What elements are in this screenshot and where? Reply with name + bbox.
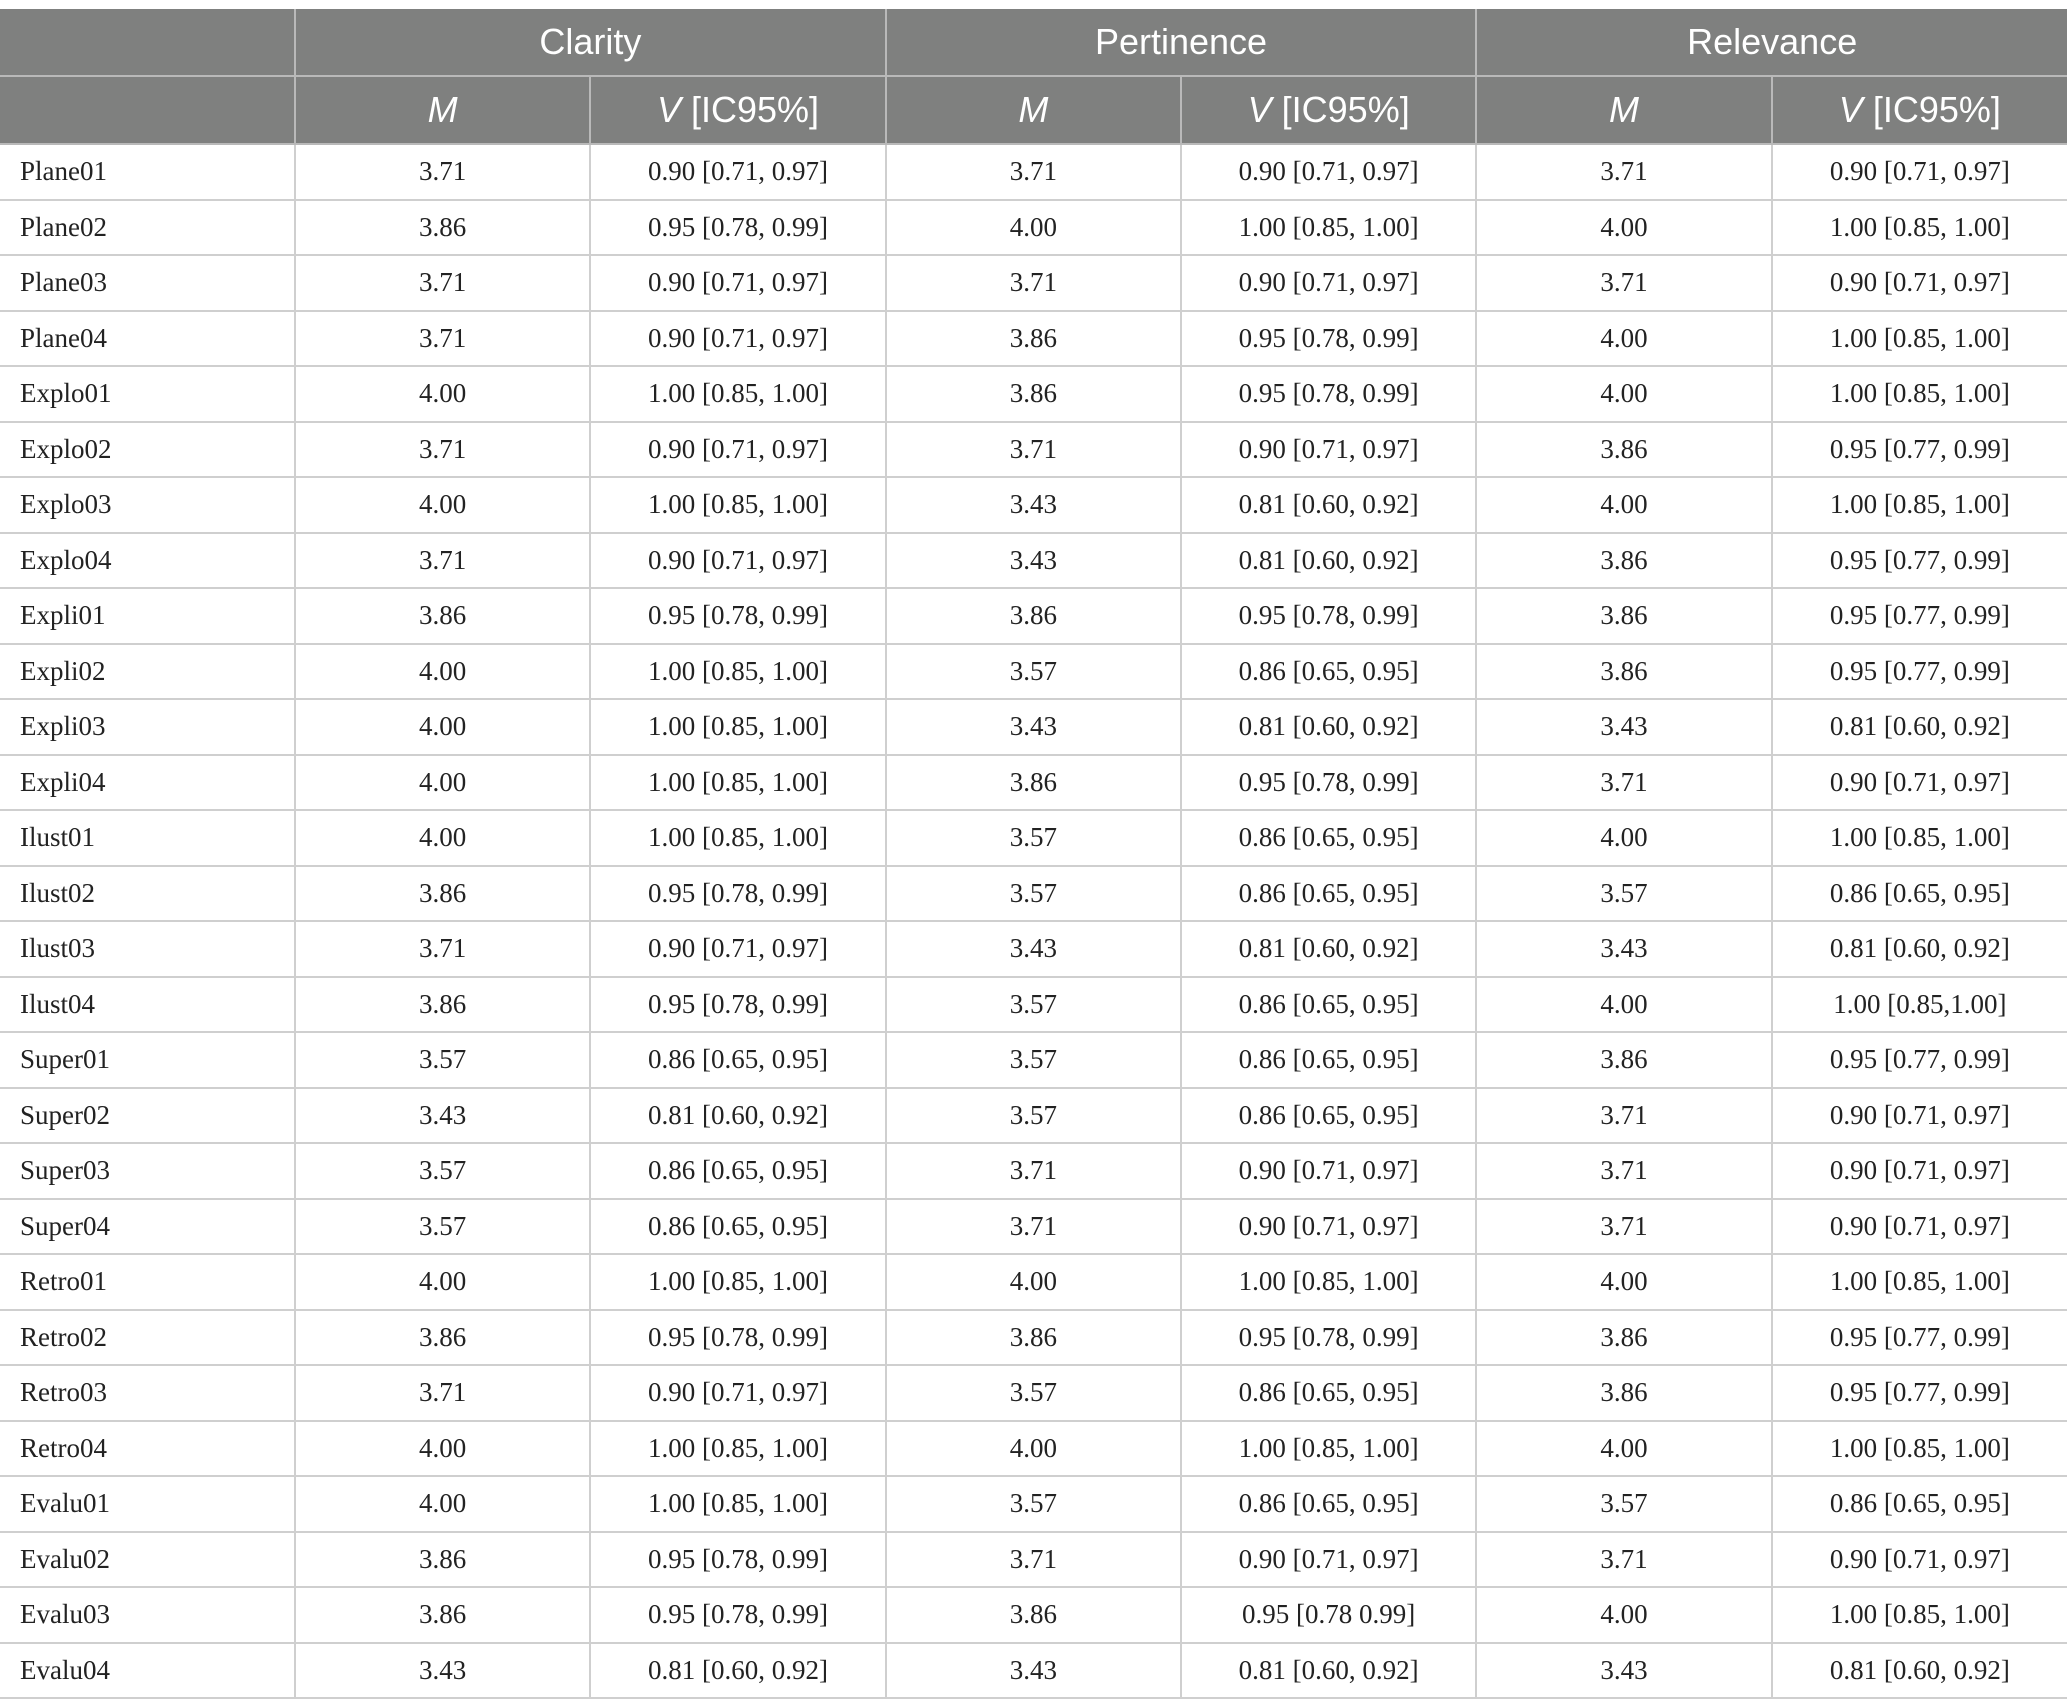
cell-clarity-v: 0.95 [0.78, 0.99] <box>590 866 885 922</box>
cell-clarity-v: 0.95 [0.78, 0.99] <box>590 977 885 1033</box>
header-corner <box>0 9 295 76</box>
cell-item-label: Ilust04 <box>0 977 295 1033</box>
cell-relevance-mean: 3.71 <box>1476 1143 1771 1199</box>
cell-pertinence-v: 0.90 [0.71, 0.97] <box>1181 255 1476 311</box>
cell-relevance-v: 1.00 [0.85, 1.00] <box>1772 1587 2067 1643</box>
table-body <box>0 144 2067 1698</box>
cell-relevance-v: 0.81 [0.60, 0.92] <box>1772 699 2067 755</box>
table-row <box>0 977 2067 1033</box>
cell-clarity-v: 0.81 [0.60, 0.92] <box>590 1643 885 1699</box>
cell-clarity-v: 0.95 [0.78, 0.99] <box>590 1310 885 1366</box>
cell-relevance-mean: 3.43 <box>1476 1643 1771 1699</box>
table-row <box>0 200 2067 256</box>
cell-pertinence-v: 0.95 [0.78, 0.99] <box>1181 311 1476 367</box>
cell-item-label: Evalu03 <box>0 1587 295 1643</box>
cell-pertinence-mean: 3.86 <box>886 588 1181 644</box>
cell-clarity-mean: 4.00 <box>295 644 590 700</box>
header-group-pertinence: Pertinence <box>886 9 1477 76</box>
cell-relevance-mean: 3.86 <box>1476 533 1771 589</box>
cell-item-label: Expli01 <box>0 588 295 644</box>
cell-relevance-mean: 4.00 <box>1476 1254 1771 1310</box>
cell-pertinence-mean: 3.71 <box>886 1143 1181 1199</box>
cell-relevance-v: 1.00 [0.85, 1.00] <box>1772 366 2067 422</box>
cell-pertinence-mean: 3.86 <box>886 1587 1181 1643</box>
cell-relevance-v: 0.81 [0.60, 0.92] <box>1772 921 2067 977</box>
cell-clarity-v: 1.00 [0.85, 1.00] <box>590 477 885 533</box>
cell-pertinence-v: 0.81 [0.60, 0.92] <box>1181 533 1476 589</box>
table-row <box>0 1476 2067 1532</box>
cell-clarity-mean: 4.00 <box>295 699 590 755</box>
cell-pertinence-v: 1.00 [0.85, 1.00] <box>1181 200 1476 256</box>
table-row <box>0 755 2067 811</box>
table-row <box>0 1310 2067 1366</box>
cell-pertinence-v: 0.90 [0.71, 0.97] <box>1181 1199 1476 1255</box>
cell-clarity-v: 0.90 [0.71, 0.97] <box>590 422 885 478</box>
cell-pertinence-mean: 3.71 <box>886 1199 1181 1255</box>
cell-relevance-v: 0.90 [0.71, 0.97] <box>1772 255 2067 311</box>
cell-clarity-mean: 3.71 <box>295 921 590 977</box>
cell-clarity-v: 0.86 [0.65, 0.95] <box>590 1032 885 1088</box>
cell-pertinence-v: 0.86 [0.65, 0.95] <box>1181 1476 1476 1532</box>
cell-pertinence-mean: 3.43 <box>886 477 1181 533</box>
cell-pertinence-mean: 3.57 <box>886 1032 1181 1088</box>
table-row <box>0 1199 2067 1255</box>
cell-pertinence-v: 0.90 [0.71, 0.97] <box>1181 1532 1476 1588</box>
cell-relevance-mean: 3.57 <box>1476 866 1771 922</box>
subheader-corner <box>0 76 295 144</box>
cell-pertinence-mean: 3.57 <box>886 866 1181 922</box>
header-group-relevance: Relevance <box>1476 9 2067 76</box>
cell-relevance-mean: 3.57 <box>1476 1476 1771 1532</box>
cell-relevance-v: 0.95 [0.77, 0.99] <box>1772 644 2067 700</box>
table-header <box>0 9 2067 144</box>
table-row <box>0 1143 2067 1199</box>
cell-pertinence-mean: 3.71 <box>886 422 1181 478</box>
cell-clarity-mean: 3.86 <box>295 866 590 922</box>
table-row <box>0 366 2067 422</box>
cell-clarity-v: 1.00 [0.85, 1.00] <box>590 1254 885 1310</box>
table-row <box>0 1032 2067 1088</box>
cell-clarity-mean: 4.00 <box>295 810 590 866</box>
cell-pertinence-mean: 3.86 <box>886 366 1181 422</box>
cell-pertinence-mean: 3.57 <box>886 810 1181 866</box>
cell-item-label: Expli03 <box>0 699 295 755</box>
table-row <box>0 810 2067 866</box>
table-row <box>0 921 2067 977</box>
cell-pertinence-mean: 3.86 <box>886 755 1181 811</box>
cell-relevance-v: 0.95 [0.77, 0.99] <box>1772 588 2067 644</box>
cell-item-label: Evalu01 <box>0 1476 295 1532</box>
table-row <box>0 422 2067 478</box>
cell-item-label: Plane02 <box>0 200 295 256</box>
cell-relevance-v: 1.00 [0.85, 1.00] <box>1772 477 2067 533</box>
cell-clarity-v: 1.00 [0.85, 1.00] <box>590 1421 885 1477</box>
cell-item-label: Super04 <box>0 1199 295 1255</box>
table-row <box>0 644 2067 700</box>
cell-pertinence-mean: 4.00 <box>886 1421 1181 1477</box>
subheader-relevance-v: V [IC95%] <box>1772 76 2067 144</box>
cell-pertinence-mean: 3.57 <box>886 1088 1181 1144</box>
cell-item-label: Plane01 <box>0 144 295 200</box>
cell-pertinence-v: 0.95 [0.78, 0.99] <box>1181 755 1476 811</box>
cell-relevance-v: 0.86 [0.65, 0.95] <box>1772 866 2067 922</box>
cell-item-label: Evalu02 <box>0 1532 295 1588</box>
cell-pertinence-mean: 3.57 <box>886 644 1181 700</box>
cell-pertinence-mean: 3.43 <box>886 699 1181 755</box>
cell-clarity-v: 0.86 [0.65, 0.95] <box>590 1199 885 1255</box>
table-row <box>0 699 2067 755</box>
cell-clarity-mean: 3.57 <box>295 1199 590 1255</box>
cell-clarity-mean: 3.86 <box>295 1310 590 1366</box>
cell-relevance-v: 0.90 [0.71, 0.97] <box>1772 1199 2067 1255</box>
cell-clarity-mean: 3.86 <box>295 200 590 256</box>
cell-relevance-mean: 3.86 <box>1476 1032 1771 1088</box>
cell-clarity-mean: 3.71 <box>295 1365 590 1421</box>
cell-relevance-v: 0.95 [0.77, 0.99] <box>1772 1032 2067 1088</box>
cell-item-label: Super01 <box>0 1032 295 1088</box>
cell-item-label: Retro02 <box>0 1310 295 1366</box>
cell-clarity-v: 0.95 [0.78, 0.99] <box>590 1587 885 1643</box>
cell-pertinence-v: 1.00 [0.85, 1.00] <box>1181 1254 1476 1310</box>
cell-item-label: Retro04 <box>0 1421 295 1477</box>
cell-item-label: Retro01 <box>0 1254 295 1310</box>
cell-pertinence-v: 0.81 [0.60, 0.92] <box>1181 477 1476 533</box>
cell-pertinence-v: 0.90 [0.71, 0.97] <box>1181 144 1476 200</box>
cell-clarity-mean: 3.57 <box>295 1032 590 1088</box>
table-row <box>0 1254 2067 1310</box>
cell-pertinence-v: 0.81 [0.60, 0.92] <box>1181 699 1476 755</box>
cell-relevance-v: 1.00 [0.85, 1.00] <box>1772 1254 2067 1310</box>
cell-pertinence-v: 0.95 [0.78 0.99] <box>1181 1587 1476 1643</box>
cell-pertinence-v: 0.90 [0.71, 0.97] <box>1181 422 1476 478</box>
cell-item-label: Explo02 <box>0 422 295 478</box>
cell-clarity-mean: 3.57 <box>295 1143 590 1199</box>
cell-clarity-v: 0.95 [0.78, 0.99] <box>590 1532 885 1588</box>
cell-clarity-mean: 3.86 <box>295 1587 590 1643</box>
cell-clarity-mean: 3.43 <box>295 1088 590 1144</box>
cell-clarity-mean: 4.00 <box>295 755 590 811</box>
cell-clarity-mean: 3.86 <box>295 977 590 1033</box>
cell-pertinence-mean: 3.57 <box>886 977 1181 1033</box>
cell-clarity-v: 1.00 [0.85, 1.00] <box>590 644 885 700</box>
cell-pertinence-v: 0.95 [0.78, 0.99] <box>1181 366 1476 422</box>
cell-relevance-mean: 3.43 <box>1476 699 1771 755</box>
cell-relevance-v: 0.90 [0.71, 0.97] <box>1772 1143 2067 1199</box>
cell-clarity-v: 0.86 [0.65, 0.95] <box>590 1143 885 1199</box>
table-row <box>0 533 2067 589</box>
cell-relevance-mean: 4.00 <box>1476 810 1771 866</box>
cell-pertinence-mean: 3.43 <box>886 921 1181 977</box>
cell-relevance-v: 0.90 [0.71, 0.97] <box>1772 144 2067 200</box>
cell-item-label: Explo04 <box>0 533 295 589</box>
table-row <box>0 1365 2067 1421</box>
table-row <box>0 1643 2067 1699</box>
cell-pertinence-mean: 3.71 <box>886 1532 1181 1588</box>
table-row <box>0 1532 2067 1588</box>
cell-relevance-v: 0.95 [0.77, 0.99] <box>1772 1310 2067 1366</box>
cell-item-label: Super02 <box>0 1088 295 1144</box>
cell-clarity-mean: 3.86 <box>295 588 590 644</box>
cell-clarity-mean: 3.71 <box>295 533 590 589</box>
cell-relevance-mean: 4.00 <box>1476 477 1771 533</box>
cell-item-label: Super03 <box>0 1143 295 1199</box>
table-row <box>0 1088 2067 1144</box>
cell-clarity-mean: 3.71 <box>295 255 590 311</box>
cell-item-label: Plane03 <box>0 255 295 311</box>
cell-item-label: Explo03 <box>0 477 295 533</box>
cell-relevance-mean: 4.00 <box>1476 311 1771 367</box>
cell-pertinence-v: 0.95 [0.78, 0.99] <box>1181 1310 1476 1366</box>
cell-relevance-v: 0.90 [0.71, 0.97] <box>1772 755 2067 811</box>
cell-clarity-v: 1.00 [0.85, 1.00] <box>590 366 885 422</box>
cell-clarity-mean: 3.71 <box>295 311 590 367</box>
cell-relevance-v: 1.00 [0.85, 1.00] <box>1772 200 2067 256</box>
header-subheader-row <box>0 76 2067 144</box>
cell-relevance-mean: 3.86 <box>1476 1310 1771 1366</box>
cell-pertinence-v: 0.86 [0.65, 0.95] <box>1181 977 1476 1033</box>
cell-clarity-v: 1.00 [0.85, 1.00] <box>590 699 885 755</box>
cell-relevance-mean: 3.71 <box>1476 1199 1771 1255</box>
cell-clarity-v: 0.90 [0.71, 0.97] <box>590 1365 885 1421</box>
table-row <box>0 1587 2067 1643</box>
subheader-clarity-mean: M <box>295 76 590 144</box>
table-row <box>0 477 2067 533</box>
cell-relevance-v: 1.00 [0.85, 1.00] <box>1772 311 2067 367</box>
cell-pertinence-mean: 3.43 <box>886 1643 1181 1699</box>
cell-pertinence-mean: 4.00 <box>886 200 1181 256</box>
cell-clarity-mean: 4.00 <box>295 1254 590 1310</box>
cell-relevance-mean: 4.00 <box>1476 200 1771 256</box>
cell-relevance-mean: 3.86 <box>1476 588 1771 644</box>
cell-clarity-mean: 4.00 <box>295 1476 590 1532</box>
cell-pertinence-mean: 3.57 <box>886 1476 1181 1532</box>
cell-clarity-v: 0.90 [0.71, 0.97] <box>590 255 885 311</box>
cell-pertinence-v: 1.00 [0.85, 1.00] <box>1181 1421 1476 1477</box>
cell-relevance-mean: 4.00 <box>1476 1587 1771 1643</box>
results-table <box>0 9 2067 1699</box>
cell-clarity-v: 1.00 [0.85, 1.00] <box>590 755 885 811</box>
cell-pertinence-v: 0.86 [0.65, 0.95] <box>1181 1365 1476 1421</box>
cell-relevance-mean: 3.86 <box>1476 644 1771 700</box>
table-row <box>0 311 2067 367</box>
cell-pertinence-v: 0.86 [0.65, 0.95] <box>1181 810 1476 866</box>
cell-item-label: Retro03 <box>0 1365 295 1421</box>
cell-pertinence-v: 0.86 [0.65, 0.95] <box>1181 1032 1476 1088</box>
cell-relevance-mean: 3.86 <box>1476 1365 1771 1421</box>
cell-pertinence-mean: 3.71 <box>886 255 1181 311</box>
cell-relevance-v: 1.00 [0.85,1.00] <box>1772 977 2067 1033</box>
cell-item-label: Ilust01 <box>0 810 295 866</box>
cell-clarity-mean: 4.00 <box>295 1421 590 1477</box>
cell-pertinence-mean: 3.86 <box>886 1310 1181 1366</box>
cell-clarity-mean: 3.71 <box>295 144 590 200</box>
cell-pertinence-v: 0.81 [0.60, 0.92] <box>1181 1643 1476 1699</box>
cell-clarity-mean: 3.43 <box>295 1643 590 1699</box>
cell-relevance-v: 1.00 [0.85, 1.00] <box>1772 810 2067 866</box>
cell-clarity-v: 1.00 [0.85, 1.00] <box>590 1476 885 1532</box>
subheader-clarity-v: V [IC95%] <box>590 76 885 144</box>
header-group-clarity: Clarity <box>295 9 886 76</box>
cell-pertinence-v: 0.86 [0.65, 0.95] <box>1181 1088 1476 1144</box>
cell-relevance-v: 0.86 [0.65, 0.95] <box>1772 1476 2067 1532</box>
cell-pertinence-v: 0.81 [0.60, 0.92] <box>1181 921 1476 977</box>
subheader-pertinence-mean: M <box>886 76 1181 144</box>
cell-relevance-mean: 4.00 <box>1476 977 1771 1033</box>
cell-item-label: Ilust03 <box>0 921 295 977</box>
cell-item-label: Ilust02 <box>0 866 295 922</box>
cell-pertinence-mean: 4.00 <box>886 1254 1181 1310</box>
cell-clarity-v: 0.90 [0.71, 0.97] <box>590 311 885 367</box>
cell-clarity-mean: 4.00 <box>295 366 590 422</box>
cell-item-label: Expli04 <box>0 755 295 811</box>
cell-relevance-v: 0.90 [0.71, 0.97] <box>1772 1088 2067 1144</box>
cell-pertinence-v: 0.86 [0.65, 0.95] <box>1181 866 1476 922</box>
cell-relevance-mean: 3.71 <box>1476 144 1771 200</box>
cell-clarity-v: 0.95 [0.78, 0.99] <box>590 588 885 644</box>
cell-clarity-v: 0.81 [0.60, 0.92] <box>590 1088 885 1144</box>
table-row <box>0 588 2067 644</box>
cell-clarity-v: 0.90 [0.71, 0.97] <box>590 921 885 977</box>
table-row <box>0 1421 2067 1477</box>
cell-pertinence-mean: 3.57 <box>886 1365 1181 1421</box>
cell-item-label: Expli02 <box>0 644 295 700</box>
cell-relevance-v: 0.95 [0.77, 0.99] <box>1772 1365 2067 1421</box>
cell-pertinence-v: 0.95 [0.78, 0.99] <box>1181 588 1476 644</box>
cell-relevance-mean: 3.71 <box>1476 755 1771 811</box>
cell-clarity-v: 0.90 [0.71, 0.97] <box>590 144 885 200</box>
table-row <box>0 255 2067 311</box>
cell-relevance-mean: 3.71 <box>1476 255 1771 311</box>
subheader-pertinence-v: V [IC95%] <box>1181 76 1476 144</box>
cell-clarity-mean: 3.71 <box>295 422 590 478</box>
cell-clarity-v: 1.00 [0.85, 1.00] <box>590 810 885 866</box>
cell-relevance-v: 0.95 [0.77, 0.99] <box>1772 422 2067 478</box>
cell-clarity-mean: 3.86 <box>295 1532 590 1588</box>
cell-pertinence-v: 0.86 [0.65, 0.95] <box>1181 644 1476 700</box>
cell-clarity-v: 0.95 [0.78, 0.99] <box>590 200 885 256</box>
cell-pertinence-v: 0.90 [0.71, 0.97] <box>1181 1143 1476 1199</box>
cell-relevance-v: 0.95 [0.77, 0.99] <box>1772 533 2067 589</box>
subheader-relevance-mean: M <box>1476 76 1771 144</box>
cell-pertinence-mean: 3.43 <box>886 533 1181 589</box>
table-row <box>0 866 2067 922</box>
cell-relevance-mean: 4.00 <box>1476 1421 1771 1477</box>
header-group-row <box>0 9 2067 76</box>
cell-clarity-v: 0.90 [0.71, 0.97] <box>590 533 885 589</box>
cell-pertinence-mean: 3.71 <box>886 144 1181 200</box>
cell-item-label: Evalu04 <box>0 1643 295 1699</box>
cell-relevance-v: 1.00 [0.85, 1.00] <box>1772 1421 2067 1477</box>
cell-relevance-mean: 3.86 <box>1476 422 1771 478</box>
table-row <box>0 144 2067 200</box>
cell-item-label: Plane04 <box>0 311 295 367</box>
cell-item-label: Explo01 <box>0 366 295 422</box>
cell-relevance-mean: 3.71 <box>1476 1532 1771 1588</box>
cell-relevance-mean: 3.71 <box>1476 1088 1771 1144</box>
cell-relevance-v: 0.90 [0.71, 0.97] <box>1772 1532 2067 1588</box>
cell-relevance-mean: 4.00 <box>1476 366 1771 422</box>
cell-clarity-mean: 4.00 <box>295 477 590 533</box>
cell-relevance-v: 0.81 [0.60, 0.92] <box>1772 1643 2067 1699</box>
cell-relevance-mean: 3.43 <box>1476 921 1771 977</box>
cell-pertinence-mean: 3.86 <box>886 311 1181 367</box>
